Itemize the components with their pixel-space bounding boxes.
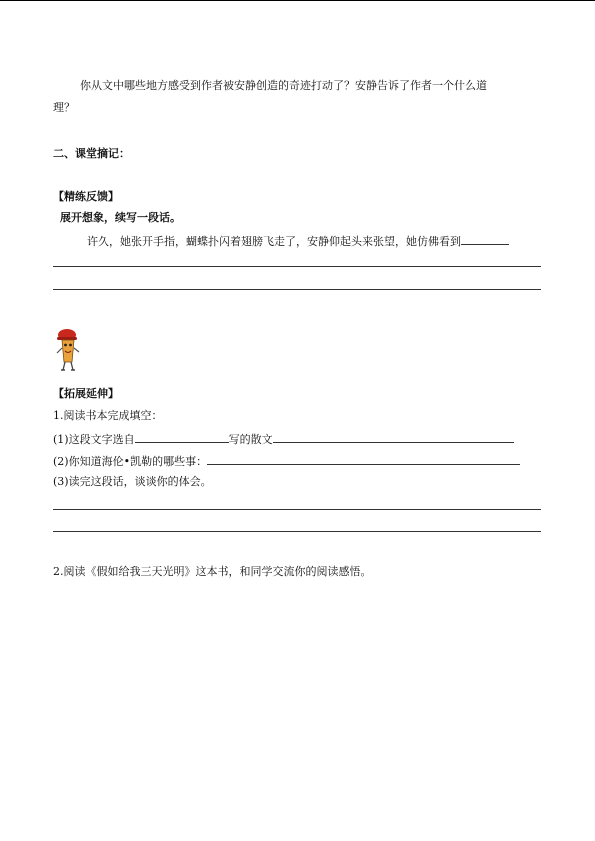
extend-sub-1 [53,431,514,447]
answer-line[interactable] [53,266,541,267]
practice-prompt-text: 许久，她张开手指，蝴蝶扑闪着翅膀飞走了，安静仰起头来张望，她仿佛看到 [87,235,461,248]
title-blank[interactable] [273,431,514,443]
answer-line[interactable] [53,289,541,290]
section-2-heading: 二、课堂摘记： [53,147,130,160]
question-line-1: 你从文中哪些地方感受到作者被安静创造的奇迹打动了？安静告诉了作者一个什么道 [80,79,487,92]
answer-line[interactable] [53,509,541,510]
answer-line[interactable] [53,531,541,532]
practice-heading: 【精练反馈】 [53,190,119,203]
extend-sub-2-text: (2)你知道海伦•凯勒的哪些事： [53,455,208,468]
practice-prompt [87,233,509,249]
pencil-mascot-icon [54,326,84,374]
extend-sub-3: (3)读完这段话，谈谈你的体会。 [53,475,212,488]
page-top-border [0,0,595,1]
practice-blank[interactable] [461,233,509,245]
extend-sub-1-text-b: 写的散文 [228,433,273,446]
extend-heading: 【拓展延伸】 [53,387,119,400]
extend-sub-2 [53,453,520,469]
extend-item-2: 2.阅读《假如给我三天光明》这本书，和同学交流你的阅读感悟。 [53,565,372,578]
author-blank[interactable] [135,431,229,443]
helen-keller-blank[interactable] [207,453,520,465]
practice-instruction: 展开想象，续写一段话。 [60,211,181,224]
question-line-2: 理？ [53,101,75,114]
extend-sub-1-text-a: (1)这段文字选自 [53,433,135,446]
extend-item-1: 1.阅读书本完成填空： [53,409,163,422]
